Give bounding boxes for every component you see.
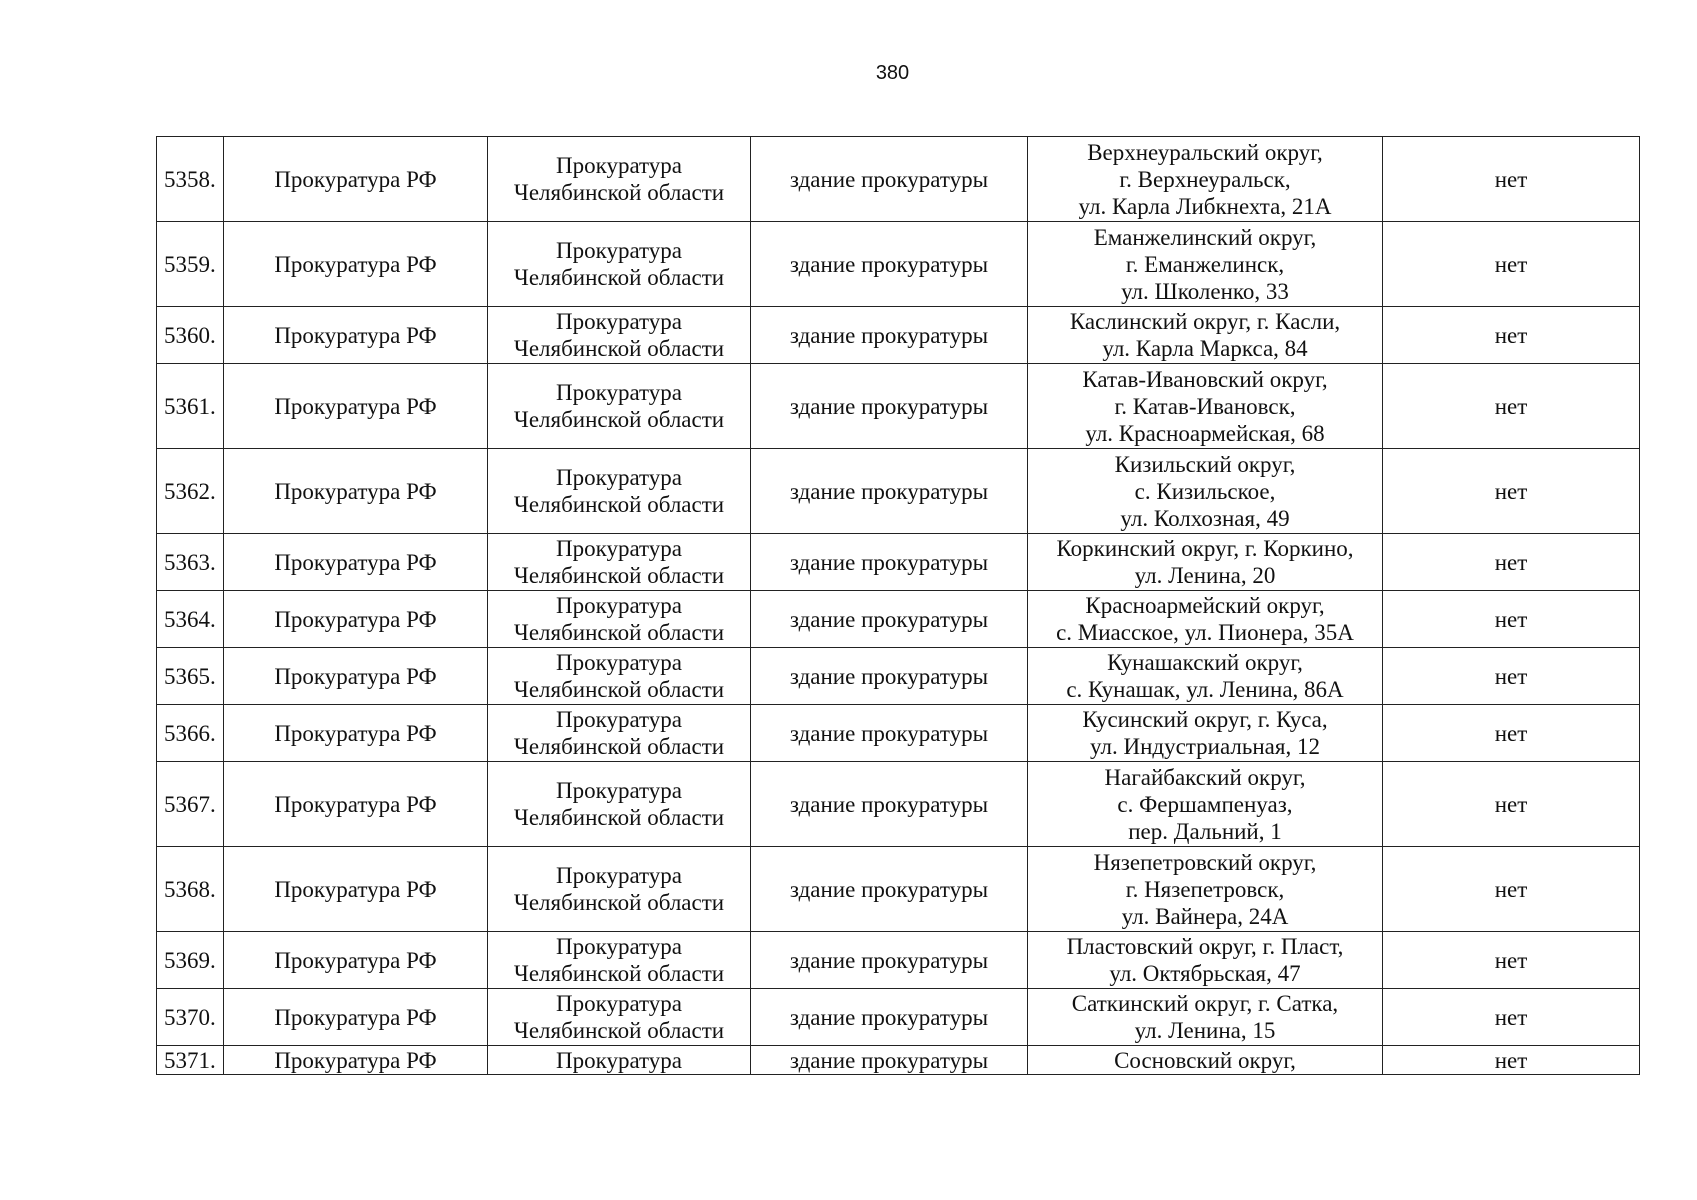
organization-line: Челябинской области: [513, 563, 725, 588]
address-line: Нагайбакский округ,: [1104, 764, 1306, 790]
object-cell: здание прокуратуры: [751, 1046, 1028, 1075]
address-line: Коркинский округ, г. Коркино,: [1056, 536, 1354, 561]
table-row: [157, 307, 1640, 364]
address-line: г. Еманжелинск,: [1125, 251, 1285, 277]
ministry-cell: Прокуратура РФ: [224, 932, 488, 989]
object-cell: здание прокуратуры: [751, 591, 1028, 648]
table-row: [157, 534, 1640, 591]
address-cell: [1028, 762, 1383, 847]
address-line: с. Миасское, ул. Пионера, 35А: [1056, 620, 1354, 645]
organization-line: Челябинской области: [513, 1018, 725, 1043]
address-cell: [1028, 847, 1383, 932]
object-cell: здание прокуратуры: [751, 648, 1028, 705]
address-cell: [1028, 364, 1383, 449]
table-row: [157, 137, 1640, 222]
address-line: пер. Дальний, 1: [1128, 818, 1282, 844]
table-row: [157, 1046, 1640, 1075]
address-cell: [1028, 705, 1383, 762]
ministry-cell: Прокуратура РФ: [224, 307, 488, 364]
organization-line: Прокуратура: [555, 309, 683, 334]
address-cell: [1028, 534, 1383, 591]
flag-cell: нет: [1383, 591, 1640, 648]
row-number-cell: 5369.: [157, 932, 224, 989]
object-cell: здание прокуратуры: [751, 762, 1028, 847]
organization-cell: [488, 847, 751, 932]
organization-cell: [488, 705, 751, 762]
table-row: [157, 449, 1640, 534]
row-number-cell: 5359.: [157, 222, 224, 307]
address-line: ул. Колхозная, 49: [1120, 505, 1290, 531]
flag-cell: нет: [1383, 648, 1640, 705]
address-cell: [1028, 648, 1383, 705]
ministry-cell: Прокуратура РФ: [224, 1046, 488, 1075]
organization-line: Прокуратура: [555, 991, 683, 1016]
address-line: ул. Октябрьская, 47: [1109, 961, 1301, 986]
row-number-cell: 5360.: [157, 307, 224, 364]
row-number-cell: 5358.: [157, 137, 224, 222]
flag-cell: нет: [1383, 989, 1640, 1046]
ministry-cell: Прокуратура РФ: [224, 705, 488, 762]
page-number: 380: [875, 62, 910, 84]
table-row: [157, 932, 1640, 989]
organization-line: Челябинской области: [513, 734, 725, 759]
object-cell: здание прокуратуры: [751, 449, 1028, 534]
registry-table: [156, 136, 1640, 1075]
object-cell: здание прокуратуры: [751, 137, 1028, 222]
flag-cell: нет: [1383, 534, 1640, 591]
organization-line: Прокуратура: [555, 863, 683, 888]
organization-line: Челябинской области: [513, 336, 725, 361]
address-line: ул. Индустриальная, 12: [1090, 734, 1320, 759]
address-cell: [1028, 449, 1383, 534]
flag-cell: нет: [1383, 762, 1640, 847]
flag-cell: нет: [1383, 364, 1640, 449]
address-line: Саткинский округ, г. Сатка,: [1071, 991, 1339, 1016]
address-line: с. Кизильское,: [1134, 478, 1276, 504]
object-cell: здание прокуратуры: [751, 932, 1028, 989]
flag-cell: нет: [1383, 137, 1640, 222]
address-line: г. Нязепетровск,: [1125, 876, 1285, 902]
object-cell: здание прокуратуры: [751, 989, 1028, 1046]
object-cell: здание прокуратуры: [751, 705, 1028, 762]
registry-table-body: [157, 137, 1640, 1075]
organization-line: Челябинской области: [513, 492, 725, 517]
object-cell: здание прокуратуры: [751, 847, 1028, 932]
organization-cell: [488, 307, 751, 364]
address-cell: [1028, 989, 1383, 1046]
table-row: [157, 591, 1640, 648]
address-line: ул. Ленина, 15: [1134, 1018, 1276, 1043]
address-line: Кунашакский округ,: [1107, 650, 1303, 675]
organization-cell: [488, 449, 751, 534]
flag-cell: нет: [1383, 1046, 1640, 1075]
organization-cell: [488, 137, 751, 222]
address-line: Нязепетровский округ,: [1093, 849, 1317, 875]
ministry-cell: Прокуратура РФ: [224, 222, 488, 307]
row-number-cell: 5366.: [157, 705, 224, 762]
ministry-cell: Прокуратура РФ: [224, 449, 488, 534]
address-line: г. Верхнеуральск,: [1119, 166, 1291, 192]
address-line: ул. Красноармейская, 68: [1085, 420, 1325, 446]
organization-line: Прокуратура: [555, 650, 683, 675]
table-row: [157, 364, 1640, 449]
organization-line: Прокуратура: [555, 153, 683, 178]
address-line: ул. Школенко, 33: [1121, 278, 1289, 304]
organization-line: Челябинской области: [513, 961, 725, 986]
row-number-cell: 5367.: [157, 762, 224, 847]
address-line: Пластовский округ, г. Пласт,: [1066, 934, 1344, 959]
ministry-cell: Прокуратура РФ: [224, 534, 488, 591]
address-cell: [1028, 1046, 1383, 1075]
address-line: с. Кунашак, ул. Ленина, 86А: [1066, 677, 1344, 702]
address-cell: [1028, 591, 1383, 648]
table-row: [157, 762, 1640, 847]
object-cell: здание прокуратуры: [751, 307, 1028, 364]
organization-cell: [488, 534, 751, 591]
organization-line: Прокуратура: [555, 1047, 683, 1073]
row-number-cell: 5371.: [157, 1046, 224, 1075]
address-cell: [1028, 932, 1383, 989]
organization-cell: [488, 989, 751, 1046]
flag-cell: нет: [1383, 932, 1640, 989]
organization-line: Челябинской области: [513, 620, 725, 645]
table-row: [157, 648, 1640, 705]
organization-line: Челябинской области: [513, 890, 725, 915]
address-cell: [1028, 222, 1383, 307]
address-line: Еманжелинский округ,: [1093, 224, 1317, 250]
flag-cell: нет: [1383, 449, 1640, 534]
address-line: ул. Ленина, 20: [1134, 563, 1276, 588]
organization-cell: [488, 762, 751, 847]
ministry-cell: Прокуратура РФ: [224, 364, 488, 449]
table-row: [157, 847, 1640, 932]
row-number-cell: 5364.: [157, 591, 224, 648]
address-line: Катав-Ивановский округ,: [1082, 366, 1328, 392]
table-row: [157, 705, 1640, 762]
object-cell: здание прокуратуры: [751, 364, 1028, 449]
organization-line: Прокуратура: [555, 536, 683, 561]
organization-line: Прокуратура: [555, 778, 683, 803]
row-number-cell: 5363.: [157, 534, 224, 591]
row-number-cell: 5361.: [157, 364, 224, 449]
organization-cell: [488, 222, 751, 307]
flag-cell: нет: [1383, 222, 1640, 307]
address-line: с. Фершампенуаз,: [1117, 791, 1293, 817]
organization-cell: [488, 648, 751, 705]
organization-line: Челябинской области: [513, 407, 725, 432]
object-cell: здание прокуратуры: [751, 534, 1028, 591]
organization-line: Челябинской области: [513, 265, 725, 290]
organization-line: Прокуратура: [555, 593, 683, 618]
organization-cell: [488, 1046, 751, 1075]
address-line: ул. Вайнера, 24А: [1121, 903, 1289, 929]
object-cell: здание прокуратуры: [751, 222, 1028, 307]
organization-line: Челябинской области: [513, 677, 725, 702]
ministry-cell: Прокуратура РФ: [224, 847, 488, 932]
flag-cell: нет: [1383, 705, 1640, 762]
address-line: ул. Карла Либкнехта, 21А: [1078, 193, 1332, 219]
address-line: Красноармейский округ,: [1085, 593, 1325, 618]
organization-cell: [488, 591, 751, 648]
address-line: Каслинский округ, г. Касли,: [1069, 309, 1341, 334]
row-number-cell: 5362.: [157, 449, 224, 534]
row-number-cell: 5365.: [157, 648, 224, 705]
ministry-cell: Прокуратура РФ: [224, 989, 488, 1046]
address-line: Сосновский округ,: [1114, 1047, 1296, 1073]
row-number-cell: 5368.: [157, 847, 224, 932]
ministry-cell: Прокуратура РФ: [224, 648, 488, 705]
address-cell: [1028, 137, 1383, 222]
organization-line: Челябинской области: [513, 805, 725, 830]
ministry-cell: Прокуратура РФ: [224, 591, 488, 648]
address-line: Верхнеуральский округ,: [1087, 139, 1323, 165]
address-line: ул. Карла Маркса, 84: [1102, 336, 1308, 361]
flag-cell: нет: [1383, 847, 1640, 932]
organization-line: Прокуратура: [555, 707, 683, 732]
flag-cell: нет: [1383, 307, 1640, 364]
organization-line: Прокуратура: [555, 238, 683, 263]
organization-line: Прокуратура: [555, 465, 683, 490]
organization-line: Прокуратура: [555, 380, 683, 405]
ministry-cell: Прокуратура РФ: [224, 762, 488, 847]
ministry-cell: Прокуратура РФ: [224, 137, 488, 222]
address-line: Кусинский округ, г. Куса,: [1082, 707, 1328, 732]
organization-cell: [488, 932, 751, 989]
table-row: [157, 989, 1640, 1046]
table-row: [157, 222, 1640, 307]
address-line: г. Катав-Ивановск,: [1114, 393, 1296, 419]
organization-cell: [488, 364, 751, 449]
organization-line: Челябинской области: [513, 180, 725, 205]
organization-line: Прокуратура: [555, 934, 683, 959]
row-number-cell: 5370.: [157, 989, 224, 1046]
address-cell: [1028, 307, 1383, 364]
address-line: Кизильский округ,: [1114, 451, 1296, 477]
